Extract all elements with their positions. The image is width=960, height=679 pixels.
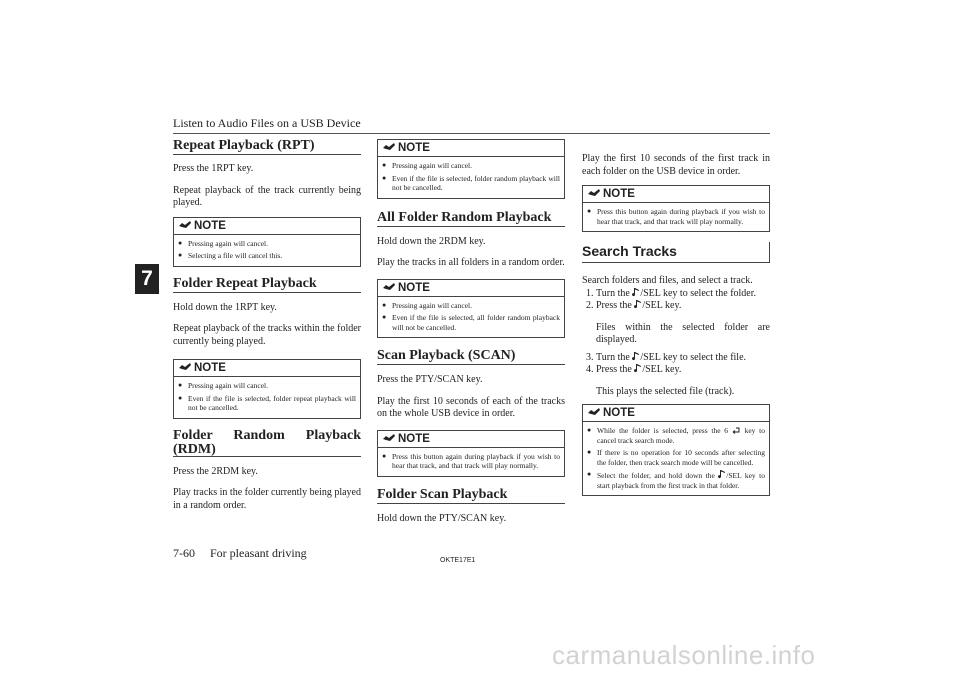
note-box	[173, 359, 361, 419]
note-box	[377, 279, 565, 339]
paragraph: Press the 2RDM key.	[173, 465, 258, 477]
note-item: ● If there is no operation for 10 seconds after selecting the folder, then track search mode will be cancelled.	[587, 448, 765, 467]
note-label: NOTE	[603, 188, 635, 200]
note-hand-icon	[587, 406, 601, 418]
section-title-scan-playback: Scan Playback (SCAN)	[377, 349, 565, 365]
note-box	[582, 404, 770, 496]
section-title-all-folder-random: All Folder Random Playback	[377, 211, 565, 227]
paragraph: Press the PTY/SCAN key.	[377, 374, 483, 385]
note-hand-icon	[382, 281, 396, 293]
paragraph: Play the tracks in all folders in a random order.	[377, 257, 565, 268]
paragraph: Play tracks in the folder currently being played in a random order.	[173, 487, 361, 511]
section-title-folder-random	[173, 429, 361, 457]
note-header	[174, 360, 360, 377]
note-box	[173, 217, 361, 267]
watermark: carmanualsonline.info	[552, 640, 816, 670]
note-hand-icon	[382, 432, 396, 444]
paragraph: Hold down the PTY/SCAN key.	[377, 512, 507, 524]
paragraph: Repeat playback of the tracks within the folder currently being played.	[173, 323, 361, 347]
step-item: 3. Turn the /SEL key to select the file.	[596, 352, 770, 365]
column-2	[377, 139, 565, 525]
note-item: ● Even if the file is selected, all folder random playback will not be cancelled.	[382, 313, 560, 332]
paragraph: Hold down the 1RPT key.	[173, 301, 277, 313]
note-header	[174, 218, 360, 235]
note-item: ● Press this button again during playback if you wish to hear that track, and that track will play normally.	[587, 207, 765, 226]
note-box	[377, 139, 565, 199]
note-label: NOTE	[194, 219, 226, 232]
note-item: ● Pressing again will cancel.	[382, 300, 472, 310]
note-header	[583, 186, 769, 203]
step-item: 1. Turn the /SEL key to select the folder.	[596, 288, 770, 301]
note-hand-icon	[382, 141, 396, 153]
note-header	[378, 431, 564, 448]
paragraph: Search folders and files, and select a track.	[582, 275, 753, 286]
paragraph: Hold down the 2RDM key.	[377, 235, 486, 247]
note-label: NOTE	[398, 432, 430, 445]
note-item: ● Selecting a file will cancel this.	[178, 251, 283, 260]
note-hand-icon	[178, 361, 192, 373]
note-item: ● Pressing again will cancel.	[382, 161, 472, 170]
return-arrow-icon	[732, 427, 741, 434]
note-box	[582, 185, 770, 232]
note-label: NOTE	[194, 362, 226, 374]
paragraph: Press the 1RPT key.	[173, 163, 254, 174]
note-item: ● Press this button again during playback if you wish to hear that track, and that track will play normally.	[382, 451, 560, 470]
section-title-folder-repeat: Folder Repeat Playback	[173, 277, 361, 293]
section-title-repeat-playback: Repeat Playback (RPT)	[173, 139, 361, 155]
note-item: ● Even if the file is selected, folder repeat playback will not be cancelled.	[178, 393, 356, 412]
note-label: NOTE	[603, 407, 635, 419]
header-divider	[173, 133, 770, 134]
title-line: (RDM)	[173, 441, 216, 457]
note-header	[378, 280, 564, 297]
column-1	[173, 139, 361, 512]
page-header-title: Listen to Audio Files on a USB Device	[173, 116, 361, 130]
note-box	[377, 430, 565, 477]
section-title-search-tracks: Search Tracks	[582, 242, 770, 263]
step-item: 2. Press the /SEL key. Files within the selected folder are displayed.	[596, 300, 770, 347]
paragraph: Repeat playback of the track currently being played.	[173, 184, 361, 208]
note-header	[583, 405, 769, 422]
document-code: OKTE17E1	[440, 557, 476, 564]
note-label: NOTE	[398, 142, 430, 154]
note-item: ● Select the folder, and hold down the /SEL key to start playback from the first track in that folder.	[587, 470, 765, 490]
note-item: ● While the folder is selected, press the 6 key to cancel track search mode.	[587, 426, 765, 445]
column-3	[582, 153, 770, 496]
step-item: 4. Press the /SEL key. This plays the selected file (track).	[596, 364, 770, 398]
steps-list	[582, 288, 770, 399]
section-title-folder-scan: Folder Scan Playback	[377, 488, 565, 504]
paragraph: Play the first 10 seconds of each of the tracks on the whole USB device in order.	[377, 395, 565, 419]
note-item: ● Pressing again will cancel.	[178, 238, 268, 248]
note-hand-icon	[178, 219, 192, 231]
chapter-tab: 7	[135, 264, 159, 294]
step-subtext: This plays the selected file (track).	[596, 385, 735, 397]
paragraph: Play the first 10 seconds of the first track in each folder on the USB device in order.	[582, 153, 770, 177]
note-hand-icon	[587, 187, 601, 199]
page-number: 7-60	[173, 546, 195, 560]
note-item: ● Pressing again will cancel.	[178, 381, 268, 390]
page-footer	[173, 546, 307, 561]
title-line: Folder Random Playback	[173, 427, 361, 443]
note-item: ● Even if the file is selected, folder random playback will not be cancelled.	[382, 173, 560, 192]
note-label: NOTE	[398, 281, 430, 294]
note-header	[378, 140, 564, 157]
step-subtext: Files within the selected folder are displayed.	[596, 321, 770, 345]
section-name: For pleasant driving	[210, 546, 307, 560]
